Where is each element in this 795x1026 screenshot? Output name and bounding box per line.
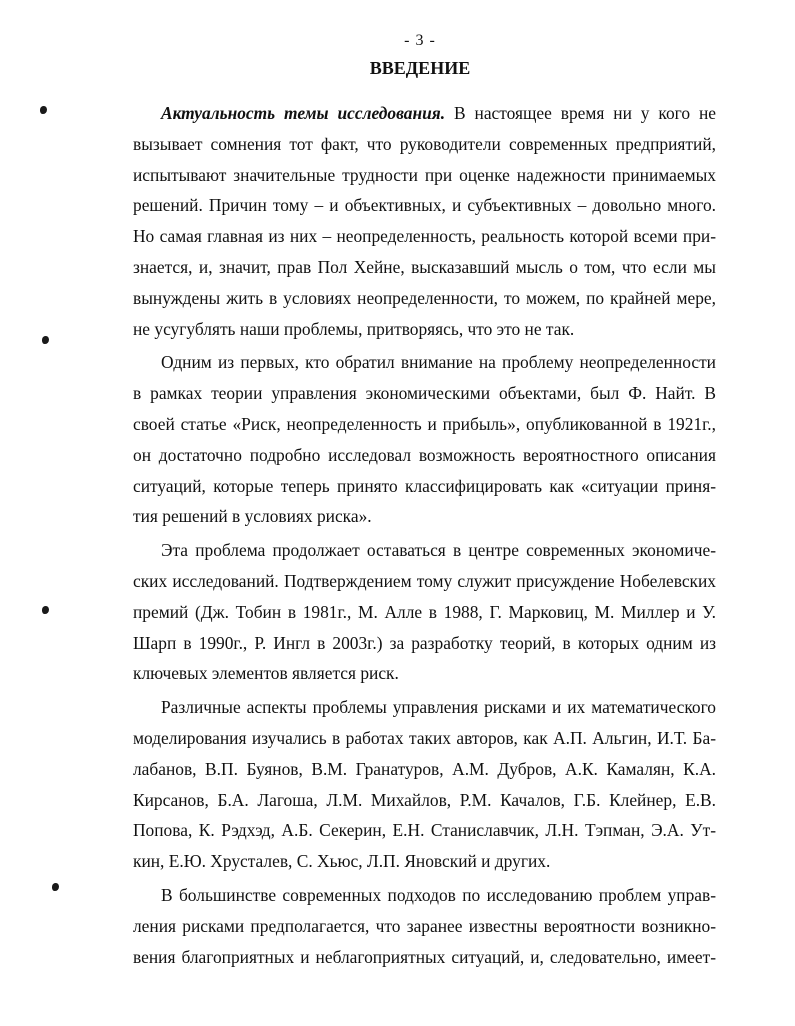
scan-mark-dot	[42, 336, 49, 344]
scan-mark-dot	[52, 883, 59, 891]
paragraph-line: В большинстве современных подходов по исследованию проблем управ-	[161, 884, 716, 905]
page-number: - 3 -	[404, 32, 436, 49]
paragraph-line: вызывает сомнения тот факт, что руководители современных предприятий,	[133, 133, 716, 154]
paragraph-lead-in: Актуальность темы исследования.	[161, 103, 446, 123]
paragraph-line: ских исследований. Подтверждением тому служит присуждение Нобелевских	[133, 570, 716, 591]
paragraph-line: премий (Дж. Тобин в 1981г., М. Алле в 1988, Г. Марковиц, М. Миллер и У.	[133, 601, 716, 622]
paragraph-line: Шарп в 1990г., Р. Ингл в 2003г.) за разработку теорий, в которых одним из	[133, 632, 716, 653]
paragraph-line: ключевых элементов является риск.	[133, 663, 399, 684]
paragraph-line: Эта проблема продолжает оставаться в центре современных экономиче-	[161, 540, 716, 561]
page-title: ВВЕДЕНИЕ	[369, 58, 471, 78]
paragraph-line: кин, Е.Ю. Хрусталев, С. Хьюс, Л.П. Яновский и других.	[133, 851, 551, 872]
paragraph-line: вения благоприятных и неблагоприятных ситуаций, и, следовательно, имеет-	[133, 946, 716, 967]
scan-mark-dot	[40, 106, 47, 114]
paragraph-line: испытывают значительные трудности при оценке надежности принимаемых	[133, 164, 716, 185]
paragraph-line: тия решений в условиях риска».	[133, 506, 372, 527]
paragraph-line: решений. Причин тому – и объективных, и субъективных – довольно много.	[133, 195, 716, 216]
paragraph-line: Различные аспекты проблемы управления рисками и их математического	[161, 697, 716, 718]
paragraph-line: вынуждены жить в условиях неопределенности, то можем, по крайней мере,	[133, 287, 716, 308]
paragraph-line: в рамках теории управления экономическими объектами, был Ф. Найт. В	[133, 383, 716, 404]
paragraph-line: Одним из первых, кто обратил внимание на проблему неопределенности	[161, 352, 716, 373]
paragraph-line: лабанов, В.П. Буянов, В.М. Гранатуров, А.М. Дубров, А.К. Камалян, К.А.	[133, 758, 716, 779]
paragraph-line: своей статье «Риск, неопределенность и прибыль», опубликованной в 1921г.,	[133, 413, 716, 434]
paragraph-line: он достаточно подробно исследовал возможность вероятностного описания	[133, 444, 716, 465]
paragraph-line: Актуальность темы исследования. В настоящее время ни у кого не	[161, 103, 716, 123]
paragraph-line: не усугублять наши проблемы, притворяясь, что это не так.	[133, 318, 575, 339]
paragraph-line: Кирсанов, Б.А. Лагоша, Л.М. Михайлов, Р.М. Качалов, Г.Б. Клейнер, Е.В.	[133, 789, 716, 810]
scan-mark-dot	[42, 606, 49, 614]
paragraph-line: Но самая главная из них – неопределенность, реальность которой всеми при-	[133, 226, 716, 247]
paragraph-line: ситуаций, которые теперь принято классифицировать как «ситуации приня-	[133, 475, 716, 496]
body-text	[133, 98, 716, 972]
paragraph-line: Попова, К. Рэдхэд, А.Б. Секерин, Е.Н. Станиславчик, Л.Н. Тэпман, Э.А. Ут-	[133, 820, 716, 841]
paragraph-line: знается, и, значит, прав Пол Хейне, высказавший мысль о том, что если мы	[133, 256, 716, 277]
paragraph-line: ления рисками предполагается, что заранее известны вероятности возникно-	[133, 915, 716, 936]
paragraph-line: моделирования изучались в работах таких авторов, как А.П. Альгин, И.Т. Ба-	[133, 727, 716, 748]
